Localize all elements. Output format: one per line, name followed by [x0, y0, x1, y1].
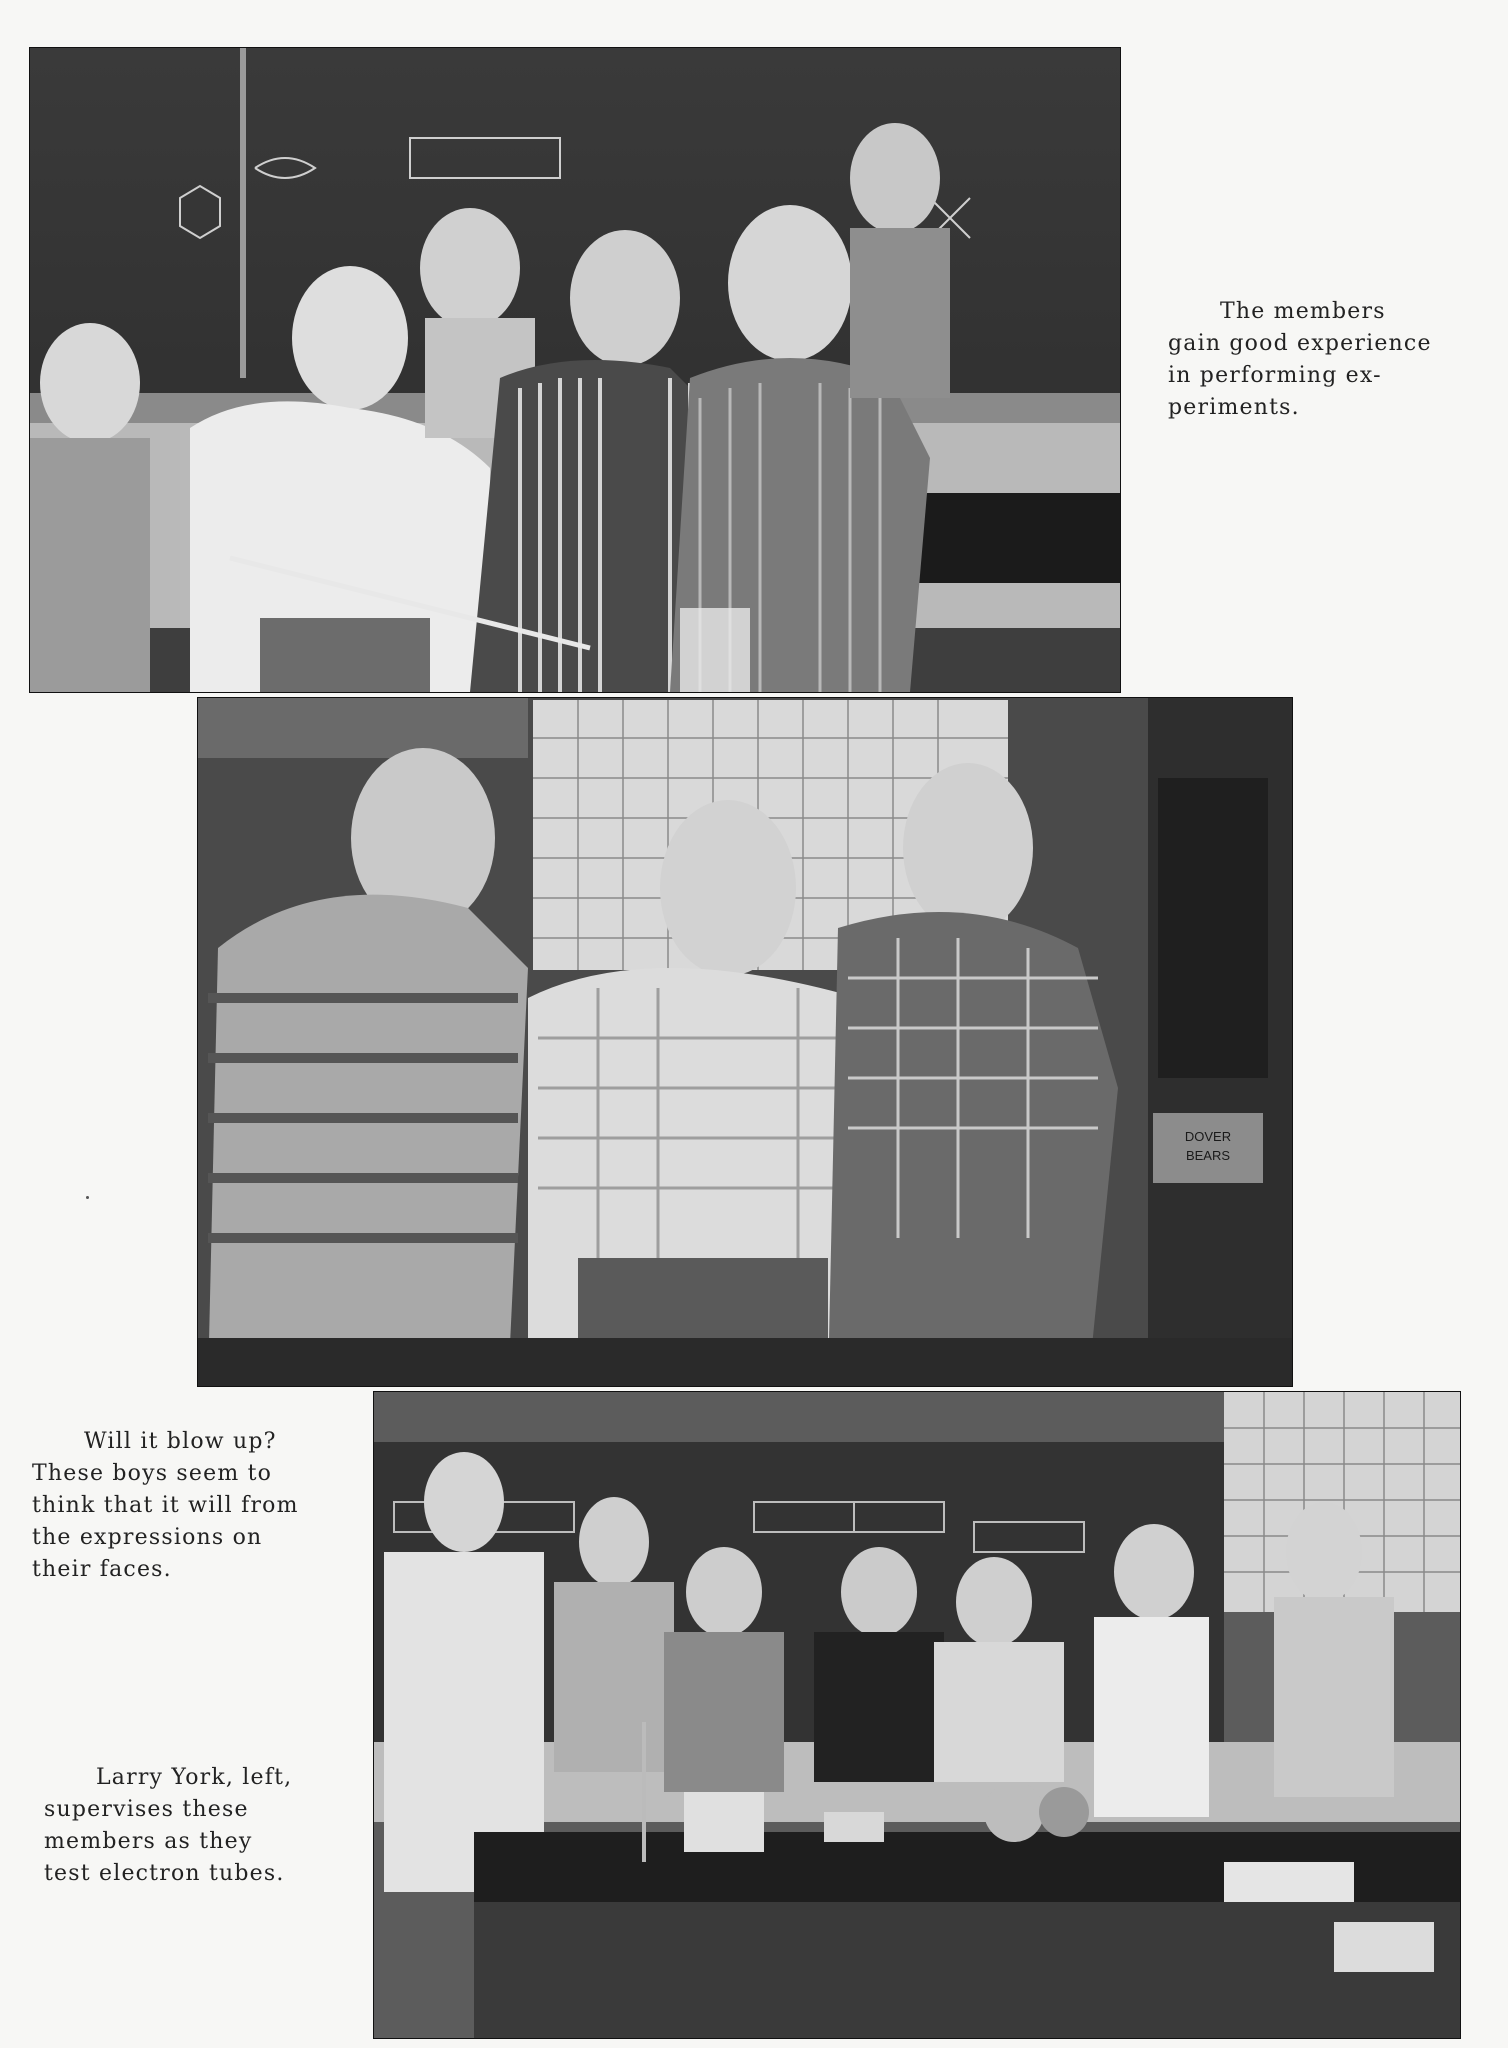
photo-chemistry-experiment [30, 48, 1120, 692]
caption-line: test electron tubes. [44, 1861, 285, 1886]
caption-line: supervises these [44, 1797, 249, 1822]
caption-line: think that it will from [32, 1493, 299, 1518]
caption-line: their faces. [32, 1557, 172, 1582]
caption-line: in performing ex- [1168, 363, 1382, 388]
photo-three-boys-periodic-table [198, 698, 1292, 1386]
box-label-2: BEARS [1185, 1148, 1231, 1163]
caption-top-right [1168, 296, 1432, 424]
caption-line: Larry York, left, [96, 1765, 293, 1790]
caption-line: The members [1220, 299, 1386, 324]
caption-line: gain good experience [1168, 331, 1432, 356]
box-label-1: DOVER [1184, 1129, 1232, 1144]
caption-line: members as they [44, 1829, 253, 1854]
paper-speck [86, 1196, 89, 1199]
caption-line: These boys seem to [32, 1461, 273, 1486]
photo-electron-tube-test [374, 1392, 1460, 2038]
caption-line: the expressions on [32, 1525, 263, 1550]
caption-mid-left [32, 1426, 299, 1586]
caption-line: periments. [1168, 395, 1300, 420]
caption-line: Will it blow up? [84, 1429, 277, 1454]
caption-bottom-left [44, 1762, 292, 1890]
